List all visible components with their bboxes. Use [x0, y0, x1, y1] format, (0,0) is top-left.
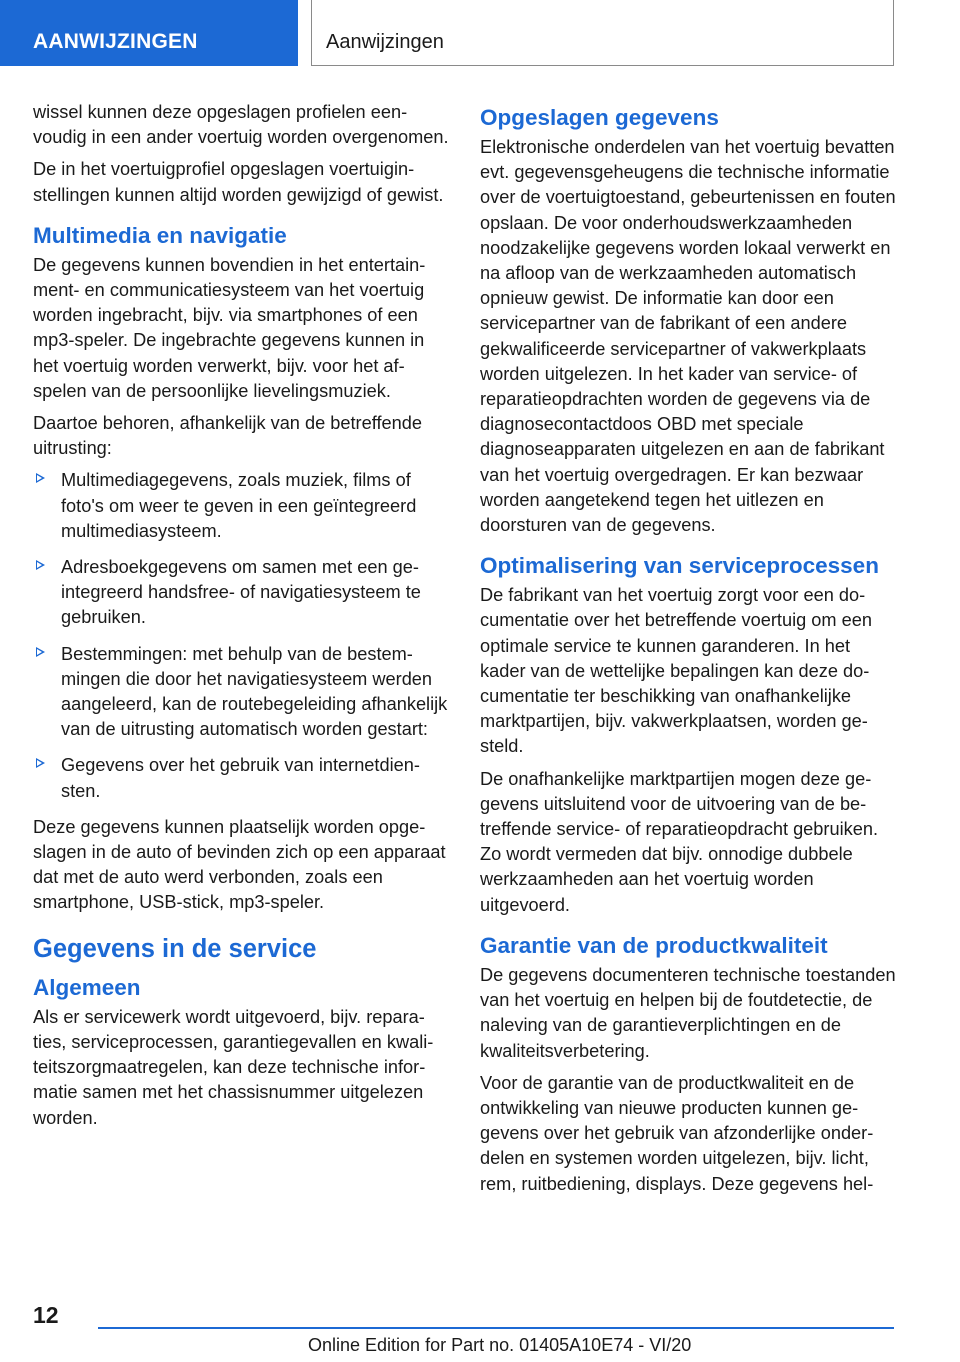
paragraph: Daartoe behoren, afhankelijk van de betreffende uitrusting:: [33, 413, 422, 459]
footer-edition-text: Online Edition for Part no. 01405A10E74 - VI/20: [308, 1335, 692, 1355]
paragraph: De in het voertuigprofiel opgeslagen voertuiginstellingen kunnen altijd worden gewijzigd of gewist.: [33, 159, 444, 205]
heading-algemeen: Algemeen: [33, 974, 141, 1000]
triangle-bullet-icon: [36, 560, 45, 570]
paragraph: Elektronische onderdelen van het voertuig bevatten evt. gegevensgeheugens die technische informatie over de voertuigtoestand, gebeurtenissen en fouten opslaan. De voor onderhoudswerkzaamheden noodzakelijke gegevens worden lokaal verwerkt en na afloop van de werkzaamheden automatisch opnieuw gewist. De informatie kan door een servicepartner van de fabrikant of een andere gekwalificeerde servicepartner of vakwerkplaats worden uitgelezen. In het kader van service- of reparatieopdrachten worden de gegevens via de diagnosecontactdoos OBD met speciale diagnoseapparaten uitgelezen en aan de fabrikant van het voertuig overgedragen. Er kan bezwaar worden aangetekend tegen het uitlezen en doorsturen van de gegevens.: [480, 137, 896, 536]
heading-garantie: Garantie van de productkwaliteit: [480, 932, 828, 958]
list-item: Gegevens over het gebruik van internetdiensten.: [33, 753, 449, 803]
list-item: Adresboekgegevens om samen met een geintegreerd handsfree- of navigatiesysteem te gebruiken.: [33, 555, 449, 631]
paragraph: De onafhankelijke marktpartijen mogen deze gegevens uitsluitend voor de uitvoering van de betreffende service- of reparatieopdracht gebruiken. Zo wordt vermeden dat bijv. onnodige dubbele werkzaamheden aan het voertuig worden uitgevoerd.: [480, 768, 879, 915]
paragraph: Voor de garantie van de productkwaliteit en de ontwikkeling van nieuwe producten kunnen gegevens over het gebruik van afzonderlijke onderdelen en systemen worden uitgelezen, bijv. licht, rem, ruitbediening, displays. Deze gegevens hel-: [480, 1072, 874, 1194]
header-divider-right: [893, 0, 894, 66]
triangle-bullet-icon: [36, 758, 45, 768]
page-header: [0, 0, 960, 66]
list-item: Bestemmingen: met behulp van de bestemmingen die door het navigatiesysteem werden aangeleerd, kan de routebegeleiding afhankelijk van de uitrusting automatisch worden gestart:: [33, 642, 449, 743]
paragraph: wissel kunnen deze opgeslagen profielen eenvoudig in een ander voertuig worden overgenomen.: [33, 102, 449, 148]
paragraph: De gegevens kunnen bovendien in het entertainment- en communicatiesysteem van het voertuig worden ingebracht, bijv. via smartphones of een mp3-speler. De ingebrachte gegevens kunnen in het voertuig worden verwerkt, bijv. voor het afspelen van de persoonlijke lievelingsmuziek.: [33, 254, 426, 401]
page-number: 12: [33, 1302, 59, 1328]
right-column: [480, 100, 896, 1204]
paragraph: Deze gegevens kunnen plaatselijk worden opgeslagen in de auto of bevinden zich op een apparaat dat met de auto werd verbonden, zoals een smartphone, USB-stick, mp3-speler.: [33, 816, 446, 913]
footer-rule: [98, 1327, 894, 1329]
list-item: Multimediagegevens, zoals muziek, films of foto's om weer te geven in een geïntegreerd multimediasysteem.: [33, 468, 449, 544]
bullet-list: [33, 468, 449, 803]
heading-optimalisering: Optimalisering van serviceprocessen: [480, 553, 879, 579]
header-divider: [311, 0, 312, 66]
left-column: [33, 100, 449, 1138]
paragraph: De gegevens documenteren technische toestanden van het voertuig en helpen bij de foutdetectie, de naleving van de garantieverplichtingen en de kwaliteitsverbetering.: [480, 964, 896, 1061]
section-title: Aanwijzingen: [326, 31, 444, 53]
paragraph: Als er servicewerk wordt uitgevoerd, bijv. reparaties, serviceprocessen, garantiegevallen en kwaliteitszorgmaatregelen, kan deze technische informatie samen met het chassisnummer uitgelezen worden.: [33, 1006, 434, 1128]
triangle-bullet-icon: [36, 473, 45, 483]
triangle-bullet-icon: [36, 647, 45, 657]
heading-opgeslagen: Opgeslagen gegevens: [480, 105, 719, 130]
chapter-tab[interactable]: AANWIJZINGEN: [0, 0, 298, 66]
heading-service: Gegevens in de service: [33, 934, 317, 963]
paragraph: De fabrikant van het voertuig zorgt voor een documentatie over het betreffende voertuig om een optimale service te kunnen garanderen. In het kader van de wettelijke bepalingen kan deze documentatie ter beschikking van onafhankelijke marktpartijen, bijv. vakwerkplaatsen, worden gesteld.: [480, 585, 872, 757]
heading-multimedia: Multimedia en navigatie: [33, 222, 287, 248]
header-rule: [311, 65, 894, 66]
